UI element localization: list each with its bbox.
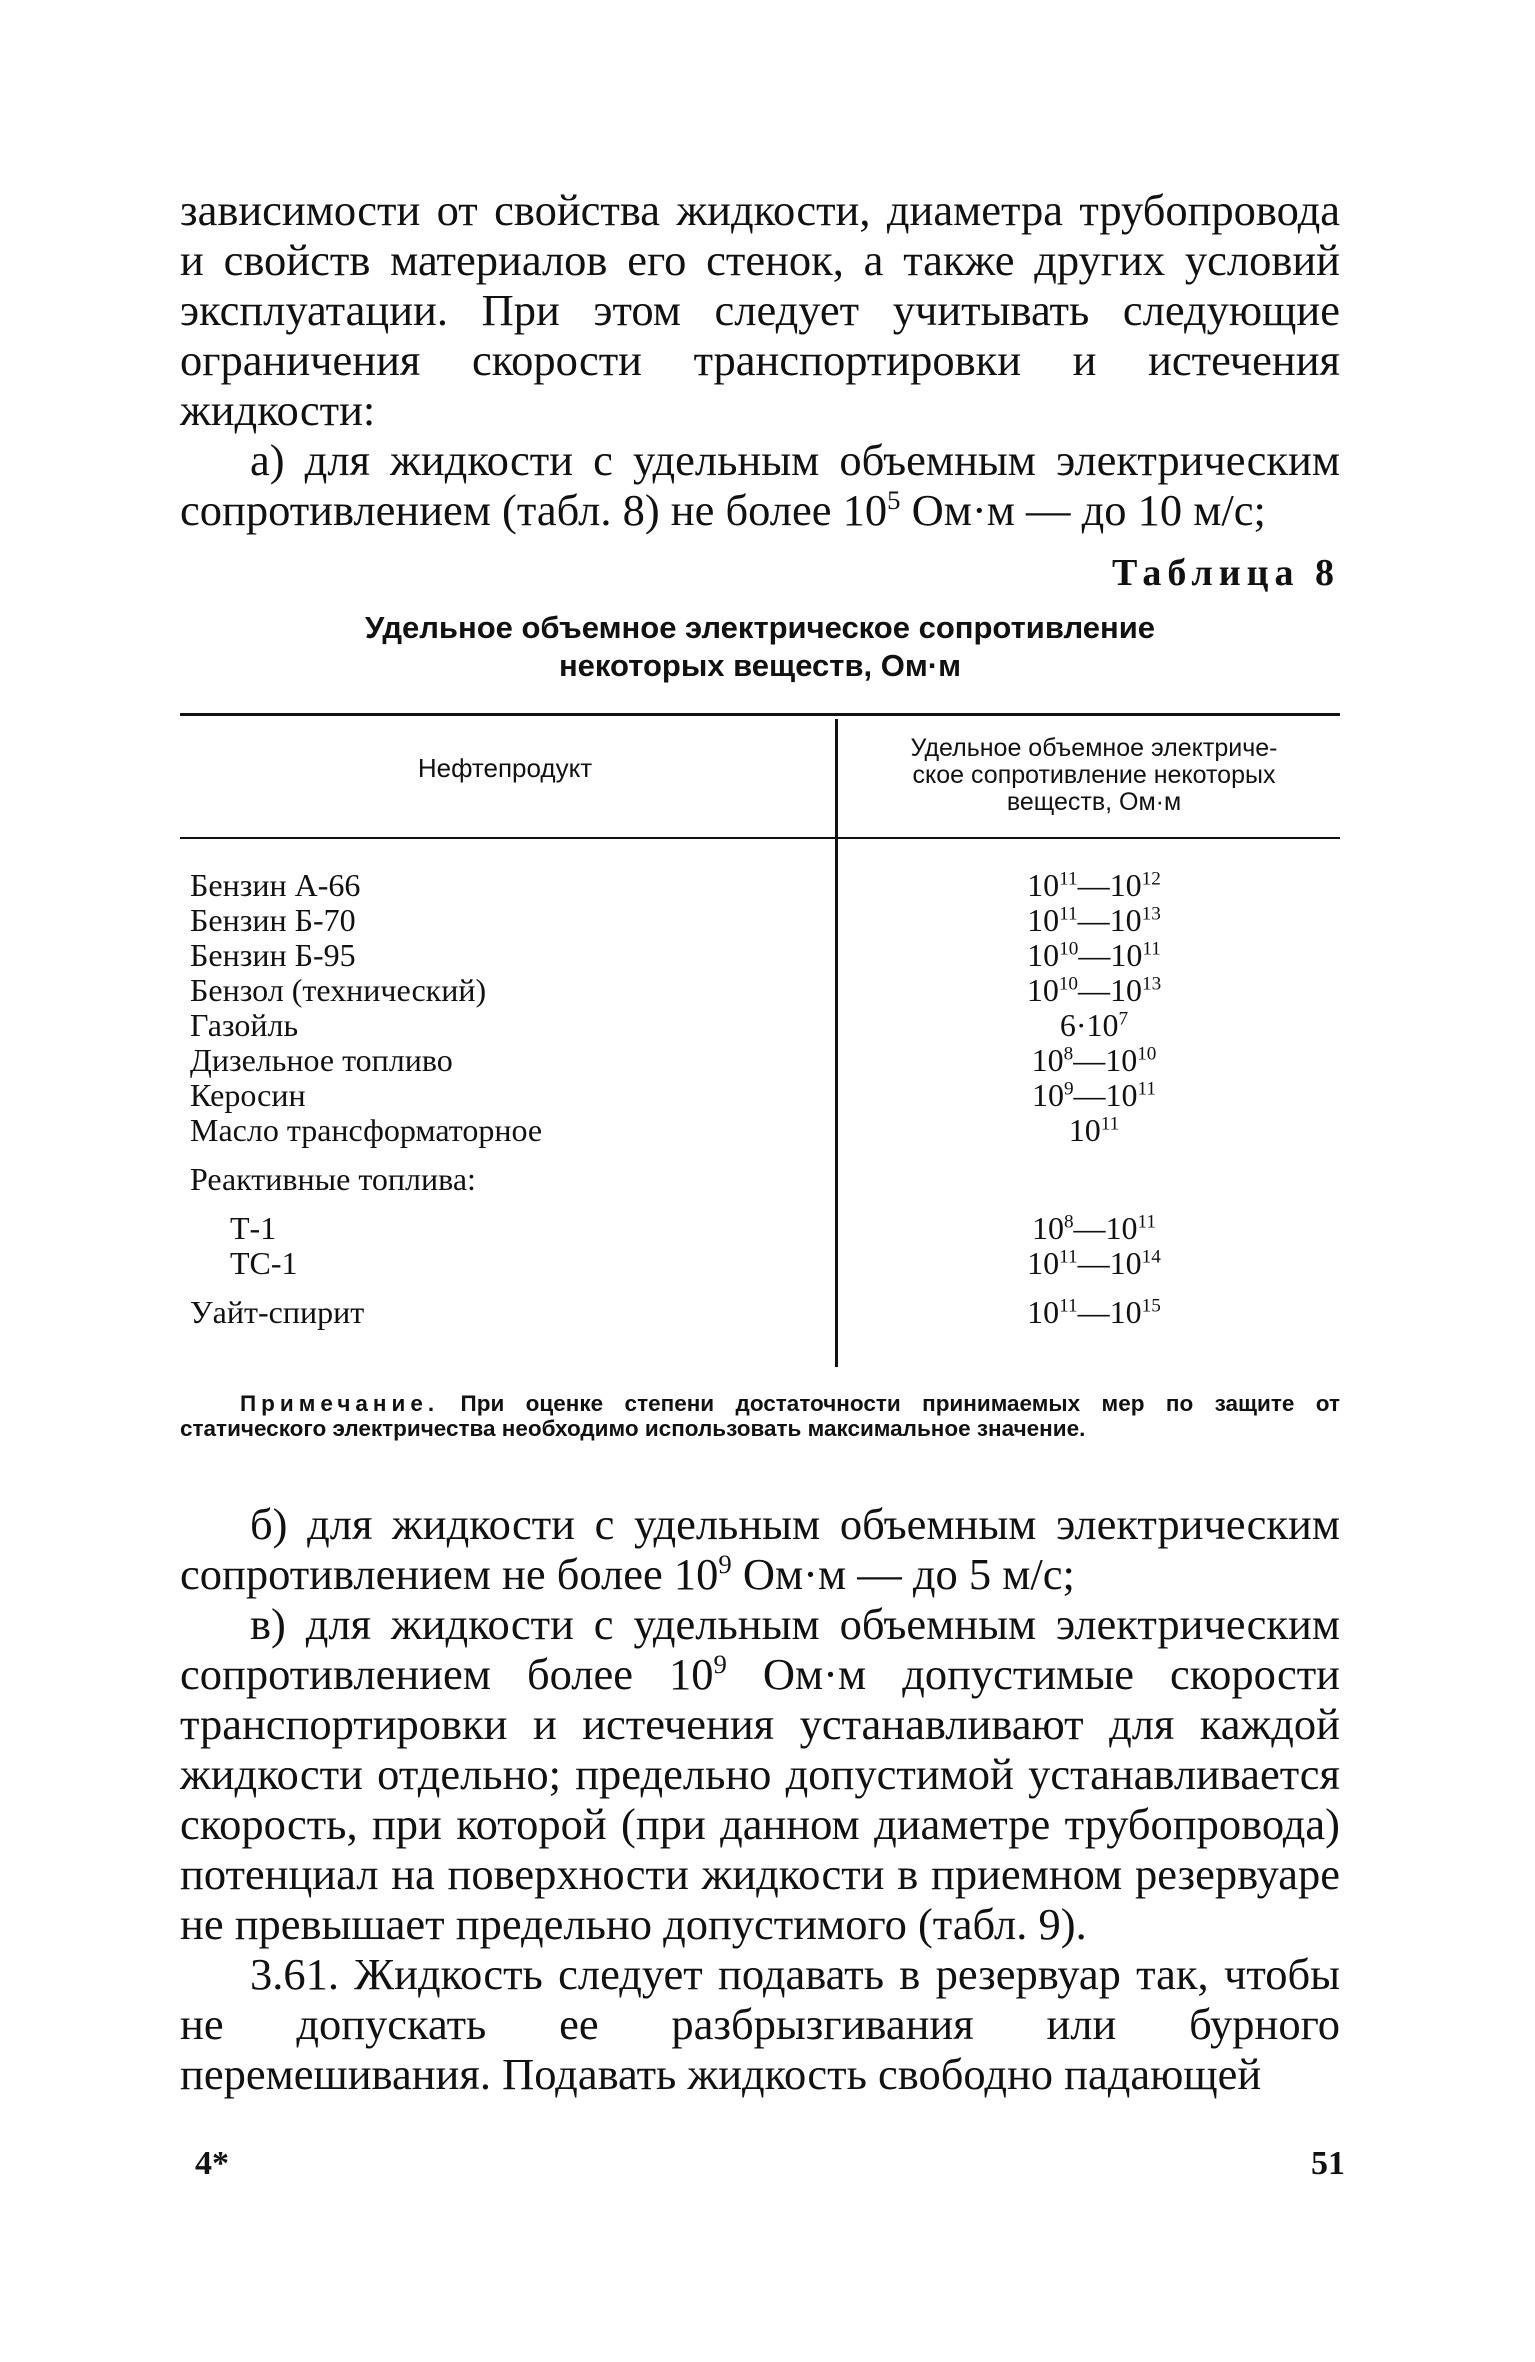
resistivity-table — [180, 713, 1340, 1373]
table-row: Дизельное топливо $10^8—10^{10}$ — [190, 1042, 1157, 1078]
item-3-61-paragraph: 3.61. Жидкость следует подавать в резервуар так, чтобы не допускать ее разбрызгивания или бурного перемешивания. Подавать жидкость свободно падающей — [180, 1949, 1340, 2099]
page-number: 51 — [1311, 2145, 1345, 2182]
table-header-rule — [180, 837, 1340, 839]
table-row: Газойль $6\cdot 10^7$ — [190, 1007, 1129, 1043]
intro-paragraph: зависимости от свойства жидкости, диаметра трубопровода и свойств материалов его стенок, а также других условий эксплуатации. При этом следует учитывать следующие ограничения скорости транспортировки и истечения жидкости: — [180, 185, 1340, 435]
document-page — [180, 185, 1340, 2099]
item-b-paragraph: б) для жидкости с удельным объемным электрическим сопротивлением не более $10^9$ Ом·м — до 5 м/с; — [180, 1499, 1340, 1599]
table-row-group-header: Реактивные топлива: — [190, 1161, 476, 1197]
table-row: Керосин $10^9—10^{11}$ — [190, 1077, 1157, 1113]
signature-mark: 4* — [195, 2145, 229, 2182]
table-label: Таблица 8 — [1111, 552, 1340, 594]
table-row: Бензин А-66 $10^{11}—10^{12}$ — [190, 867, 1161, 903]
item-a-paragraph: а) для жидкости с удельным объемным электрическим сопротивлением (табл. 8) не более $10^5$ Ом·м — до 10 м/с; — [180, 435, 1340, 535]
column-header-resistivity: Удельное объемное электриче- ское сопротивление некоторых веществ, Ом·м — [910, 734, 1278, 816]
table-body — [190, 868, 1340, 1330]
table-row: Уайт-спирит $10^{11}—10^{15}$ — [190, 1294, 1161, 1330]
table-row: Масло трансформаторное $10^{11}$ — [190, 1112, 1120, 1148]
table-title: Удельное объемное электрическое сопротивление некоторых веществ, Ом·м — [364, 610, 1156, 683]
table-row: Т-1 $10^8—10^{11}$ — [230, 1210, 1157, 1246]
table-top-rule — [180, 713, 1340, 716]
column-header-product: Нефтепродукт — [417, 753, 593, 783]
table-row: Бензин Б-95 $10^{10}—10^{11}$ — [190, 937, 1161, 973]
table-row: Бензин Б-70 $10^{11}—10^{13}$ — [190, 902, 1161, 938]
table-bottom-space — [180, 1368, 1340, 1369]
table-row: ТС-1 $10^{11}—10^{14}$ — [230, 1245, 1161, 1281]
table-note: Примечание. При оценке степени достаточности принимаемых мер по защите от статического электричества необходимо использовать максимальное значение. — [180, 1391, 1340, 1441]
item-c-paragraph: в) для жидкости с удельным объемным электрическим сопротивлением более $10^9$ Ом·м допустимые скорости транспортировки и истечения устанавливают для каждой жидкости отдельно; предельно допустимой устанавливается скорость, при которой (при данном диаметре трубопровода) потенциал на поверхности жидкости в приемном резервуаре не превышает предельно допустимого (табл. 9). — [180, 1599, 1340, 1949]
table-row: Бензол (технический) $10^{10}—10^{13}$ — [190, 972, 1162, 1008]
